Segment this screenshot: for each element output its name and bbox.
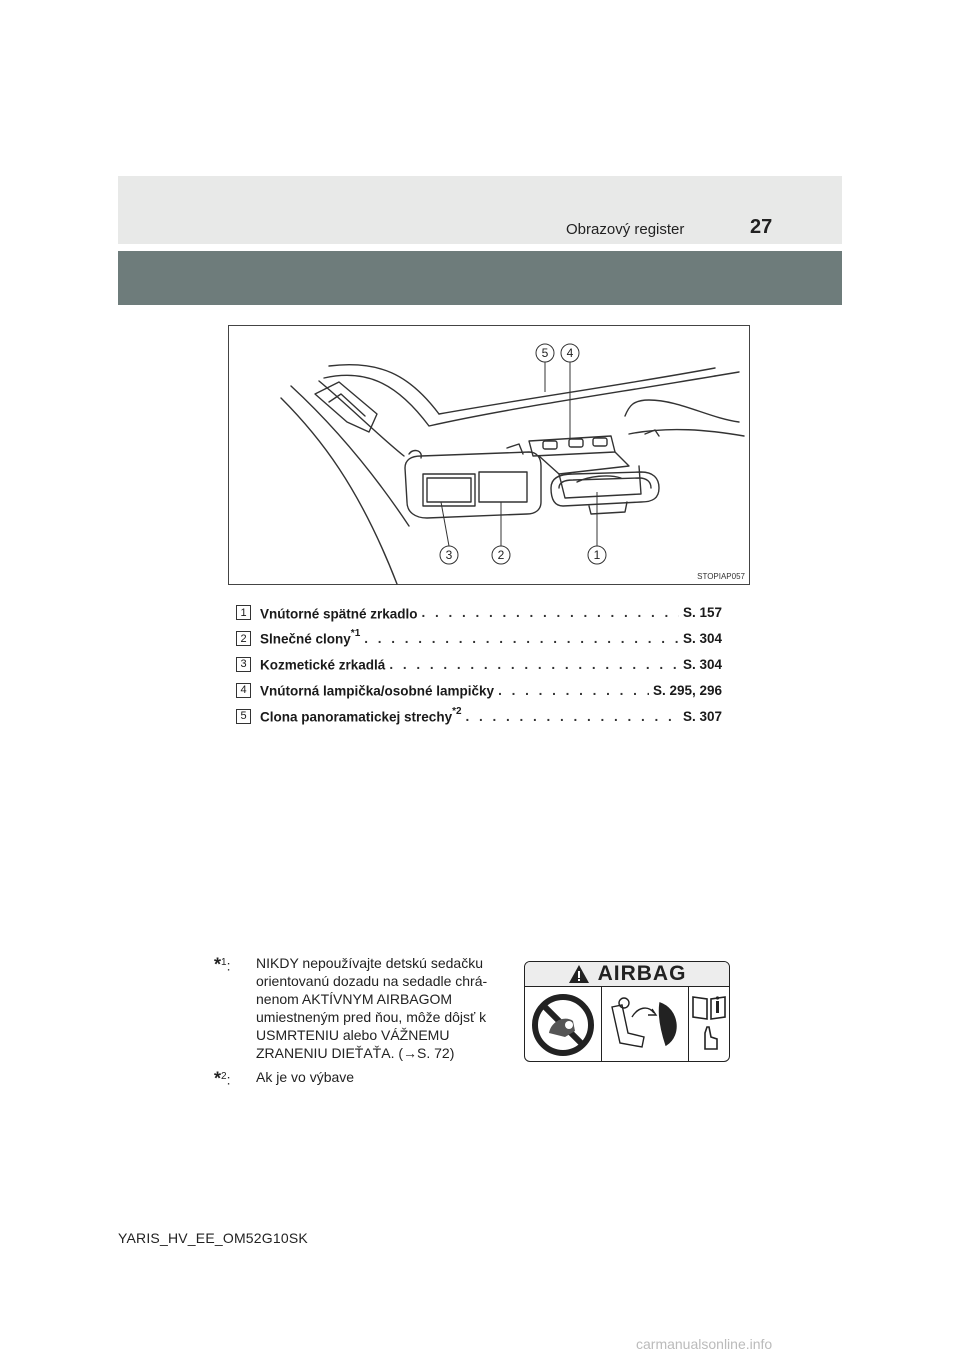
footnotes (214, 954, 504, 1095)
footnote: *$^1$: NIKDY nepoužívajte detskú sedačku orientovanú dozadu na sedadle chrá-nenom AKTÍVNYM AIRBAGOM umiestneným pred ňou, môže dôjsť k USMRTENIU alebo VÁŽNEMU ZRANENIU DIEŤAŤA. (→S. 72) (214, 954, 504, 1062)
callout-1-label: 1 (593, 548, 601, 562)
legend-label: Slnečné clony (260, 631, 351, 647)
footnote: *$^2$: Ak je vo výbave (214, 1068, 504, 1089)
parts-legend (236, 600, 722, 729)
page-reference[interactable]: S. 304 (682, 656, 722, 672)
legend-item[interactable] (236, 652, 722, 678)
headliner-drawing (229, 326, 751, 586)
airbag-warning-label (524, 961, 730, 1062)
legend-number: 5 (236, 709, 251, 724)
no-rear-facing-seat-cell (525, 987, 602, 1062)
page-reference[interactable]: S. 157 (682, 605, 722, 621)
legend-number: 3 (236, 657, 251, 672)
callout-2-label: 2 (497, 548, 505, 562)
read-manual-icon (689, 987, 729, 1062)
interior-illustration (228, 325, 750, 585)
footnote-number: 2 (221, 1071, 227, 1082)
header-dark-band (118, 251, 842, 305)
page-reference[interactable]: S. 304 (682, 631, 722, 647)
airbag-deploy-icon (602, 987, 688, 1062)
dot-leader (466, 709, 679, 724)
page-number: 27 (750, 216, 773, 238)
legend-item[interactable] (236, 677, 722, 703)
warning-triangle-icon (568, 964, 590, 984)
legend-item[interactable] (236, 626, 722, 652)
legend-number: 1 (236, 605, 251, 620)
header-band (118, 176, 842, 244)
legend-label: Kozmetické zrkadlá (260, 657, 386, 673)
footnote-text: NIKDY nepoužívajte detskú sedačku orientovanú dozadu na sedadle chrá-nenom AKTÍVNYM AIRBAGOM umiestneným pred ňou, môže dôjsť k USMRTENIU alebo VÁŽNEMU ZRANENIU DIEŤAŤA. (→S. 72) (256, 955, 488, 1061)
legend-sup: *1 (350, 628, 361, 640)
dot-leader (422, 605, 679, 620)
dot-leader (498, 683, 649, 698)
airbag-label-header (525, 962, 729, 987)
footnote-star: * (214, 954, 222, 975)
legend-number: 4 (236, 683, 251, 698)
page-reference[interactable]: S. 295, 296 (652, 682, 722, 698)
dot-leader (364, 631, 679, 646)
footnote-number: 1 (221, 957, 227, 968)
watermark: carmanualsonline.info (636, 1336, 773, 1352)
page-reference[interactable]: S. 307 (682, 708, 722, 724)
legend-item[interactable] (236, 703, 722, 729)
section-title: Obrazový register (566, 221, 685, 238)
airbag-deploy-cell (602, 987, 689, 1062)
legend-label: Clona panoramatickej strechy (260, 709, 453, 725)
legend-sup: *2 (452, 705, 462, 717)
prohibited-child-seat-icon (525, 987, 601, 1062)
footnote-text: Ak je vo výbave (256, 1069, 355, 1085)
document-code: YARIS_HV_EE_OM52G10SK (118, 1230, 308, 1246)
callout-4-label: 4 (566, 346, 574, 360)
dot-leader (389, 657, 679, 672)
footnote-star: * (214, 1068, 222, 1089)
figure-code: STOPIAP057 (697, 572, 745, 581)
read-manual-cell (689, 987, 729, 1062)
callout-3-label: 3 (445, 548, 453, 562)
airbag-label-title: AIRBAG (597, 962, 687, 985)
legend-label: Vnútorná lampička/osobné lampičky (260, 683, 495, 699)
legend-number: 2 (236, 631, 251, 646)
callout-5-label: 5 (541, 346, 549, 360)
legend-label: Vnútorné spätné zrkadlo (260, 606, 418, 622)
legend-item[interactable] (236, 600, 722, 626)
